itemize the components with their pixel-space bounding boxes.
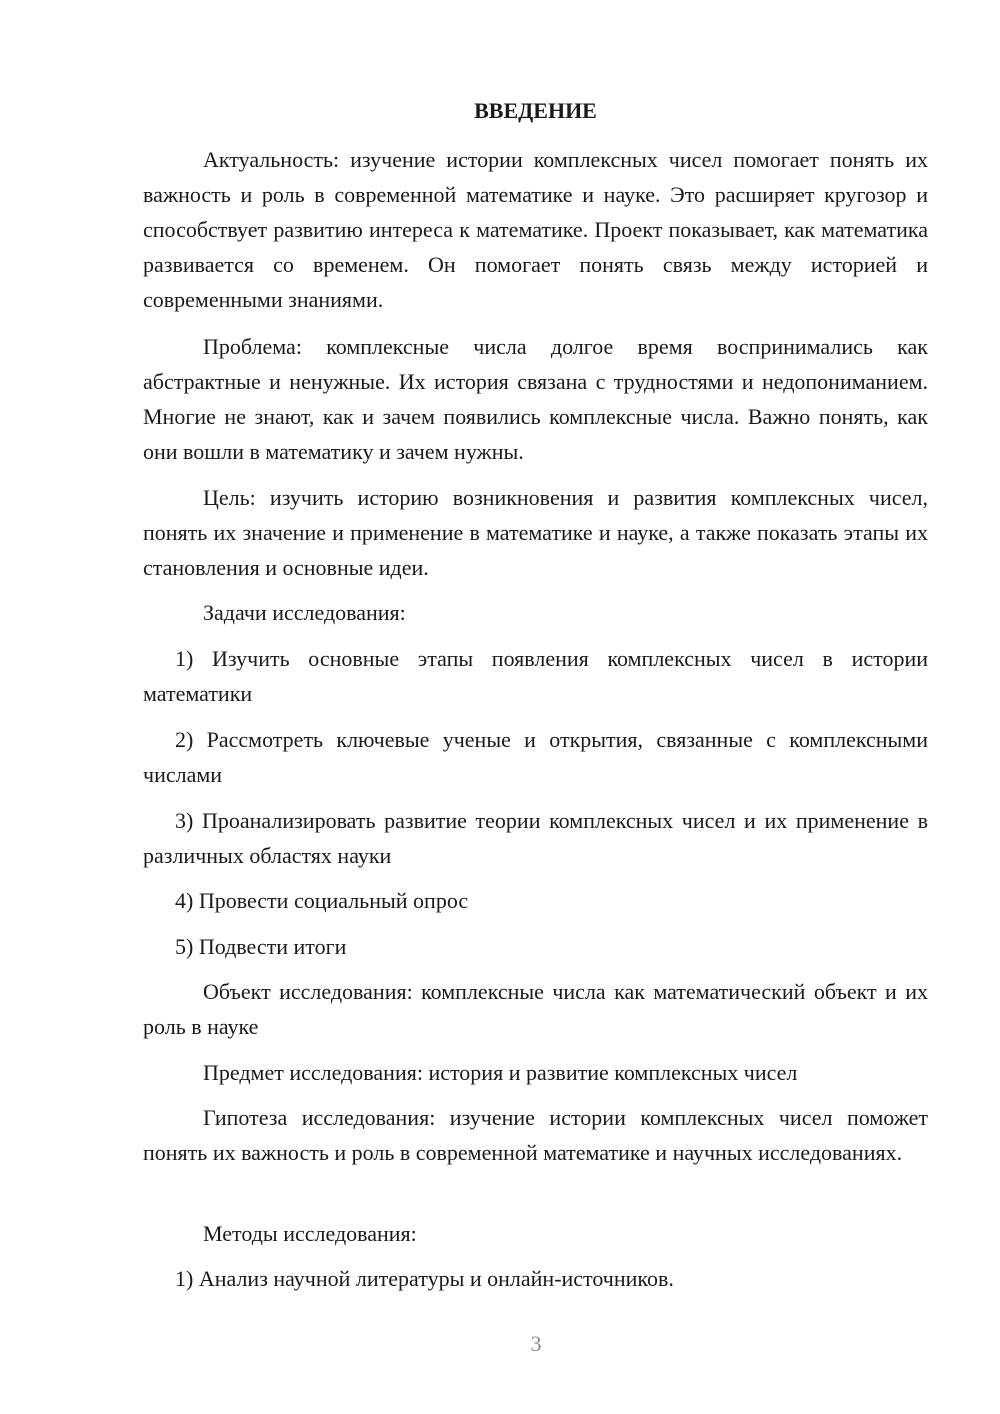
page-number: 3	[530, 1331, 542, 1356]
task-item	[143, 641, 928, 711]
paragraph-problem	[143, 329, 928, 469]
paragraph-goal	[143, 480, 928, 585]
task-item	[143, 722, 928, 792]
tasks-title	[143, 595, 928, 630]
task-item-text: 1) Изучить основные этапы появления комплексных чисел в истории математики	[143, 646, 928, 706]
object-text: Объект исследования: комплексные числа как математический объект и их роль в науке	[143, 979, 928, 1039]
paragraph-hypothesis	[143, 1100, 928, 1170]
task-item	[143, 883, 928, 918]
method-item-text: 1) Анализ научной литературы и онлайн-источников.	[175, 1266, 674, 1291]
tasks-title-text: Задачи исследования:	[203, 600, 406, 625]
task-item-text: 2) Рассмотреть ключевые ученые и открытия, связанные с комплексными числами	[143, 727, 928, 787]
paragraph-object	[143, 974, 928, 1044]
task-item-text: 3) Проанализировать развитие теории комплексных чисел и их применение в различных областях науки	[143, 808, 928, 868]
page-title: ВВЕДЕНИЕ	[474, 98, 597, 123]
paragraph-relevance	[143, 142, 928, 317]
task-item	[143, 929, 928, 964]
subject-text: Предмет исследования: история и развитие комплексных чисел	[203, 1060, 798, 1085]
methods-title-text: Методы исследования:	[203, 1221, 417, 1246]
methods-title	[143, 1216, 928, 1251]
paragraph-subject	[143, 1055, 928, 1090]
method-item	[143, 1261, 928, 1296]
problem-text: Проблема: комплексные числа долгое время воспринимались как абстрактные и ненужные. Их история связана с трудностями и недопониманием. Многие не знают, как и зачем появились комплексные числа. Важно понять, как они вошли в математику и зачем нужны.	[143, 334, 928, 464]
task-item	[143, 803, 928, 873]
hypothesis-text: Гипотеза исследования: изучение истории комплексных чисел поможет понять их важность и роль в современной математике и научных исследованиях.	[143, 1105, 928, 1165]
relevance-text: Актуальность: изучение истории комплексных чисел помогает понять их важность и роль в современной математике и науке. Это расширяет кругозор и способствует развитию интереса к математике. Проект показывает, как математика развивается со временем. Он помогает понять связь между историей и современными знаниями.	[143, 147, 928, 312]
task-item-text: 5) Подвести итоги	[175, 934, 347, 959]
task-item-text: 4) Провести социальный опрос	[175, 888, 469, 913]
goal-text: Цель: изучить историю возникновения и развития комплексных чисел, понять их значение и применение в математике и науке, а также показать этапы их становления и основные идеи.	[143, 485, 928, 580]
